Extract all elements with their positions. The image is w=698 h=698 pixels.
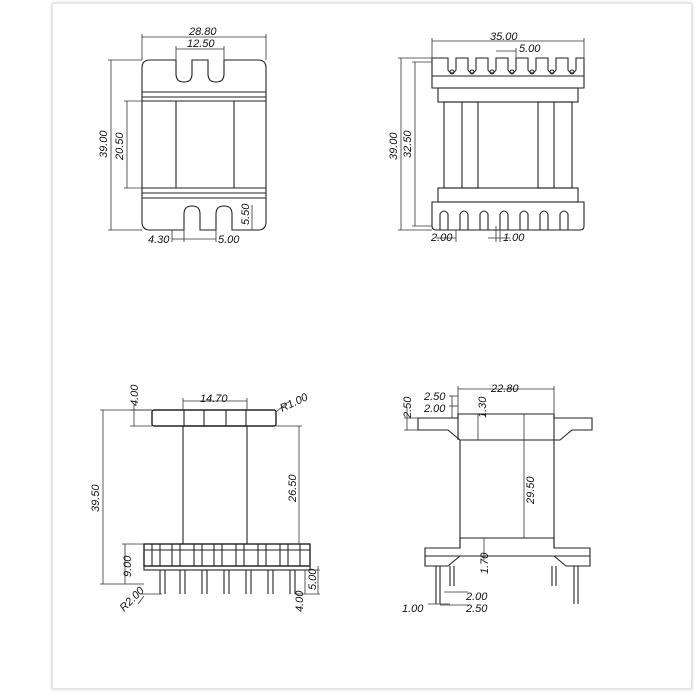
dim-pin-standoff: 5.00 <box>307 568 319 590</box>
dim-flange-step-b: 2.00 <box>424 403 446 415</box>
dim-flange-height: 2.50 <box>402 396 414 418</box>
dim-core-height: 20.50 <box>114 132 126 160</box>
dim-notch-width: 1.00 <box>503 232 525 244</box>
dim-pin-length: 4.00 <box>294 590 306 612</box>
dim-winding-height: 26.50 <box>287 474 299 502</box>
dim-edge-offset: 2.00 <box>431 232 453 244</box>
dim-inner-height: 32.50 <box>402 130 414 158</box>
dim-width: 35.00 <box>490 31 518 43</box>
dim-base-height: 9.00 <box>122 555 134 577</box>
view-top-right <box>388 31 584 244</box>
dim-base-lip: 1.70 <box>479 552 491 574</box>
view-bottom-left <box>90 384 320 614</box>
dim-notch-pitch: 5.00 <box>519 43 541 55</box>
dim-flange-step-a: 2.50 <box>424 391 446 403</box>
dim-pin-offset-a: 2.00 <box>466 591 488 603</box>
dim-width: 28.80 <box>189 26 217 38</box>
view-top-left <box>98 26 266 246</box>
dim-pin-radius: R2.00 <box>117 584 147 615</box>
dim-corner-radius: R1.00 <box>278 391 310 415</box>
dim-lip: 1.30 <box>477 396 489 418</box>
dim-edge-offset: 4.30 <box>148 234 170 246</box>
view-bottom-right <box>402 383 592 615</box>
dim-core-width: 14.70 <box>200 393 228 405</box>
dim-height: 39.00 <box>388 132 400 160</box>
dim-pin-diameter: 1.00 <box>402 603 424 615</box>
dim-top-width: 22.80 <box>491 383 519 395</box>
dim-height: 39.00 <box>98 130 110 158</box>
dim-overall-height: 39.50 <box>90 484 102 512</box>
dim-slot-pitch: 5.00 <box>218 234 240 246</box>
dim-flange-thickness: 4.00 <box>129 384 141 406</box>
dim-pin-offset-b: 2.50 <box>466 603 488 615</box>
dim-winding-height: 29.50 <box>525 476 537 504</box>
dim-slot-span: 12.50 <box>187 38 215 50</box>
dim-slot-depth: 5.50 <box>240 203 252 225</box>
